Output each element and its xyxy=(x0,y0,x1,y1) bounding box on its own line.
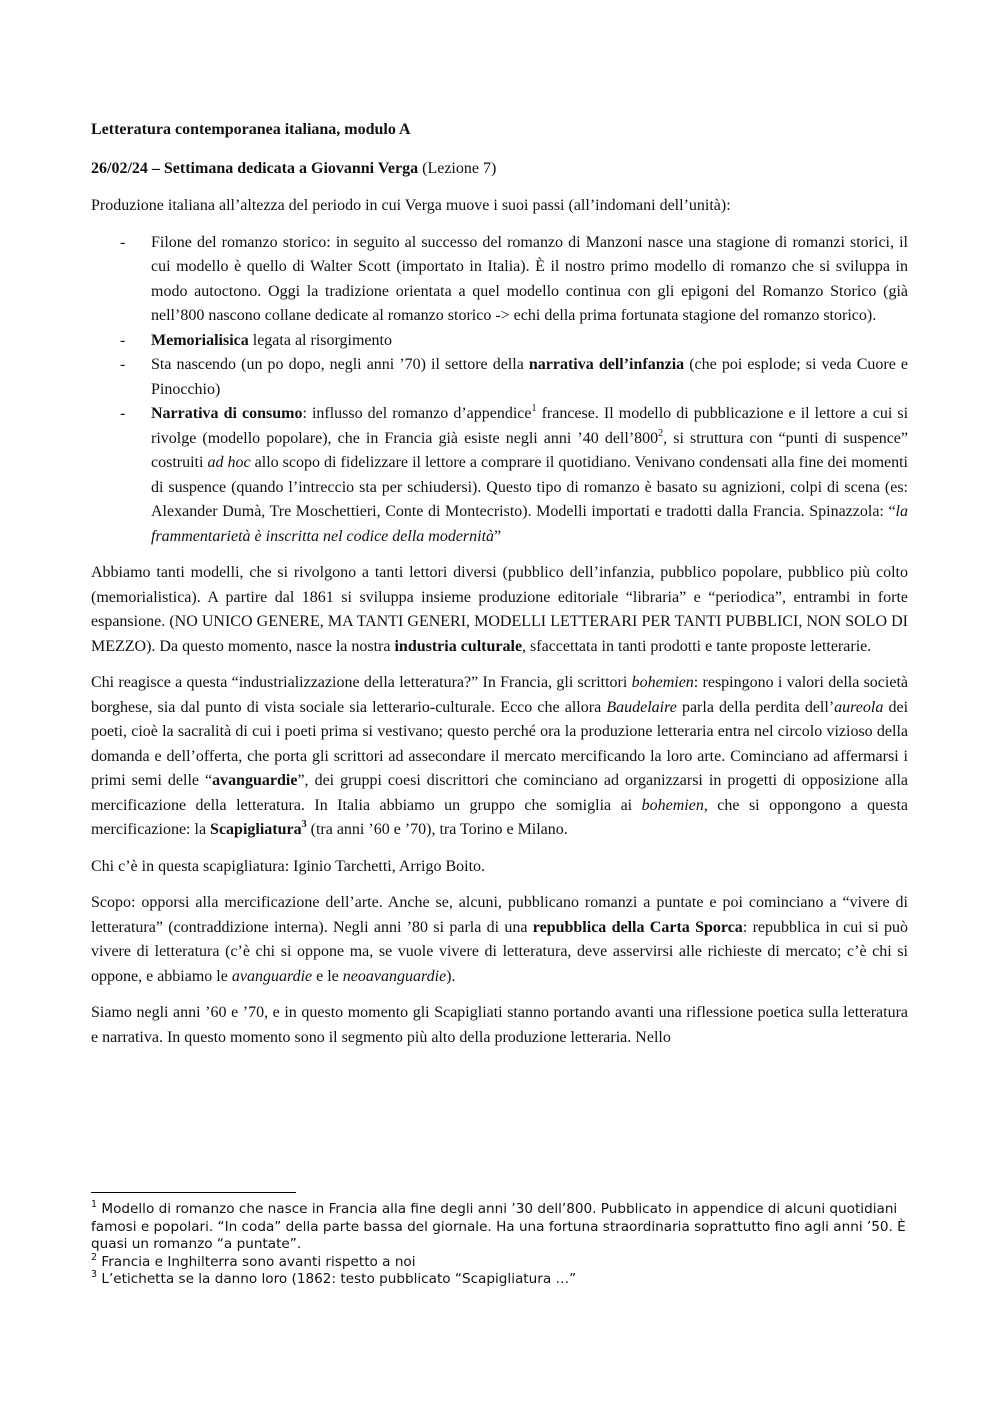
list-item-text: Filone del romanzo storico: in seguito al successo del romanzo di Manzoni nasce una stagione di romanzi storici, il cui modello è quello di Walter Scott (importato in Italia). È il nostro primo modello di romanzo che si sviluppa in modo autoctono. Oggi la tradizione orientata a quel modello continua con gli epigoni del Romanzo Storico (già nell’800 nascono collane dedicate al romanzo storico -> echi della prima fortunata stagione del romanzo storico). xyxy=(151,233,908,324)
paragraph-bold: Scapigliatura xyxy=(210,821,302,838)
paragraph-text: Chi reagisce a questa “industrializzazione della letteratura?” In Francia, gli scrittori xyxy=(91,674,632,691)
production-list xyxy=(91,231,908,550)
list-item-text: Sta nascendo (un po dopo, negli anni ’70) il settore della xyxy=(151,356,529,373)
footnote-3 xyxy=(91,1271,911,1289)
paragraph-italic: Baudelaire xyxy=(606,698,677,716)
footnote-number: 1 xyxy=(91,1199,98,1210)
list-dash: - xyxy=(120,356,126,373)
list-dash: - xyxy=(120,233,126,251)
paragraph-text: ”, dei gruppi coesi discrittori che cominciano ad organizzarsi in progetti di opposizione alla mercificazione della letteratura. In Italia abbiamo un gruppo che somiglia ai xyxy=(91,772,908,814)
list-item xyxy=(91,353,908,402)
list-item-text: (che poi esplode; si veda Cuore e Pinocchio) xyxy=(151,356,908,398)
paragraph-text: ). xyxy=(446,967,456,985)
intro-paragraph: Produzione italiana all’altezza del periodo in cui Verga muove i suoi passi (all’indomani dell’unità): xyxy=(91,197,731,214)
paragraph-reaction xyxy=(91,671,908,843)
footnote-separator xyxy=(91,1192,296,1193)
footnote-text: Modello di romanzo che nasce in Francia alla fine degli anni ’30 dell’800. Pubblicato in appendice di alcuni quotidiani famosi e popolari. “In coda” della parte bassa del giornale. Ha una fortuna straordinaria soprattutto fino agli anni ’50. È quasi un romanzo “a puntate”. xyxy=(91,1201,906,1253)
document-title: Letteratura contemporanea italiana, modulo A xyxy=(91,121,411,138)
paragraph-italic: bohemien xyxy=(631,674,694,691)
paragraph-text: e le xyxy=(312,967,343,985)
paragraph-bold: industria culturale xyxy=(394,637,523,655)
footnote-1 xyxy=(91,1201,911,1254)
paragraph-italic: neoavanguardie xyxy=(342,967,447,985)
paragraph-purpose xyxy=(91,891,908,989)
paragraph-bold: avanguardie xyxy=(212,772,298,789)
footnote-number: 2 xyxy=(91,1251,98,1263)
list-item-text: , si struttura con “punti di suspence” costruiti xyxy=(151,429,909,471)
paragraph-text: dei poeti, cioè la sacralità di cui i poeti prima si vestivano; questo perché ora la produzione letteraria entra nel circolo vizioso della domanda e dell’offerta, che porta gli scrittori ad assecondare il mercato mercificando la loro arte. Cominciano ad affermarsi i primi semi delle “ xyxy=(91,698,909,789)
list-dash: - xyxy=(120,331,126,349)
list-item-text: ” xyxy=(494,527,502,545)
footnote-ref[interactable]: 2 xyxy=(658,427,664,439)
list-item xyxy=(91,402,908,549)
footnote-text: L’etichetta se la danno loro (1862: testo pubblicato “Scapigliatura …” xyxy=(97,1271,577,1288)
footnote-number: 3 xyxy=(91,1269,98,1281)
lesson-date-heading: 26/02/24 – Settimana dedicata a Giovanni Verga xyxy=(91,159,419,177)
paragraph-bold: repubblica della Carta Sporca xyxy=(532,918,743,936)
footnote-ref[interactable]: 3 xyxy=(301,819,307,830)
list-item-text: legata al risorgimento xyxy=(248,331,392,349)
list-item xyxy=(91,329,908,354)
paragraph-text: parla della perdita dell’ xyxy=(676,698,835,716)
paragraph-text: , sfaccettata in tanti prodotti e tante proposte letterarie. xyxy=(522,637,872,655)
paragraph-italic: avanguardie xyxy=(231,967,313,985)
paragraph-models xyxy=(91,561,908,659)
list-item-bold: narrativa dell’infanzia xyxy=(528,356,685,373)
paragraph-text: Abbiamo tanti modelli, che si rivolgono a tanti lettori diversi (pubblico dell’infanzia, pubblico popolare, pubblico più colto (memorialistica). A partire dal 1861 si sviluppa insieme produzione editoriale “libraria” e “periodica”, entrambi in forte espansione. (NO UNICO GENERE, MA TANTI GENERI, MODELLI LETTERARI PER TANTI PUBBLICI, NON SOLO DI MEZZO). Da questo momento, nasce la nostra xyxy=(91,564,908,655)
list-dash: - xyxy=(120,405,126,422)
list-item-text: francese. Il modello di pubblicazione e il lettore a cui si rivolge (modello popolare), che in Francia già esiste negli anni ’40 dell’800 xyxy=(151,405,909,447)
list-item-bold: Memorialisica xyxy=(151,331,249,349)
lesson-heading xyxy=(91,157,908,182)
paragraph-text: : respingono i valori della società borghese, sia dal punto di vista sociale sia letterario-culturale. Ecco che allora xyxy=(91,674,909,716)
lesson-number: (Lezione 7) xyxy=(418,159,497,177)
list-item-quote: la frammentarietà è inscritta nel codice della modernità xyxy=(151,503,908,545)
paragraph-italic: aureola xyxy=(834,698,884,716)
paragraph-continuation: Siamo negli anni ’60 e ’70, e in questo momento gli Scapigliati stanno portando avanti una riflessione poetica sulla letteratura e narrativa. In questo momento sono il segmento più alto della produzione letteraria. Nello xyxy=(91,1004,908,1046)
paragraph-text: : repubblica in cui si può vivere di letteratura (c’è chi si oppone ma, se vuole vivere di letteratura, deve asservirsi alle richieste di mercato; c’è chi si oppone, e abbiamo le xyxy=(91,918,908,985)
footnote-text: Francia e Inghilterra sono avanti rispetto a noi xyxy=(97,1253,416,1270)
list-item-italic: ad hoc xyxy=(207,454,251,471)
list-item-text: allo scopo di fidelizzare il lettore a comprare il quotidiano. Venivano condensati alla fine dei momenti di suspence (quando l’intreccio sta per schiudersi). Questo tipo di romanzo è basato su agnizioni, colpi di scena (es: Alexander Dumà, Tre Moschettieri, Conte di Montecristo). Modelli importati e tradotti dalla Francia. Spinazzola: “ xyxy=(151,454,909,520)
paragraph-italic: bohemien xyxy=(641,796,704,814)
paragraph-text: Scopo: opporsi alla mercificazione dell’arte. Anche se, alcuni, pubblicano romanzi a puntate e poi cominciano a “vivere di letteratura” (contraddizione interna). Negli anni ’80 si parla di una xyxy=(91,894,908,936)
footnote-ref[interactable]: 1 xyxy=(531,403,537,414)
document-page xyxy=(91,118,908,1062)
paragraph-members: Chi c’è in questa scapigliatura: Iginio Tarchetti, Arrigo Boito. xyxy=(91,857,486,875)
footnotes-section xyxy=(91,1192,911,1289)
list-item-bold: Narrativa di consumo xyxy=(151,405,303,422)
paragraph-text: (tra anni ’60 e ’70), tra Torino e Milano. xyxy=(306,821,568,838)
paragraph-text: , che si oppongono a questa mercificazione: la xyxy=(91,796,908,838)
list-item-text: : influsso del romanzo d’appendice xyxy=(302,405,532,422)
list-item xyxy=(91,231,908,329)
footnote-2 xyxy=(91,1251,911,1272)
